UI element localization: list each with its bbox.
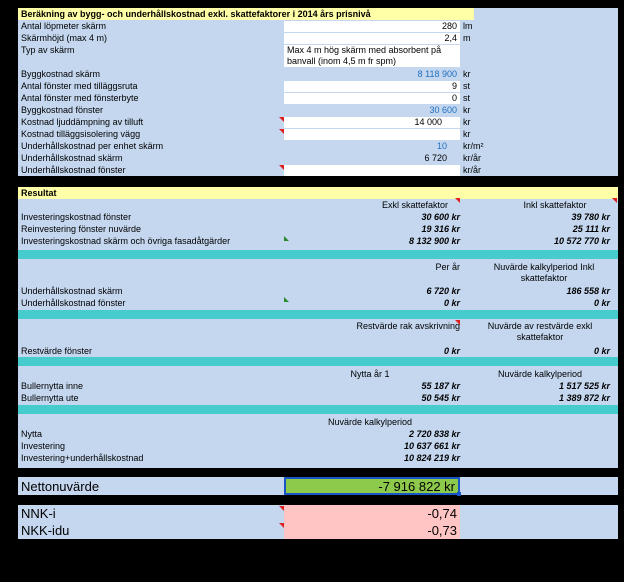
input-value: Max 4 m hög skärm med absorbent på banvall (inom 4,5 m fr spm) bbox=[287, 45, 442, 66]
input-unit: kr bbox=[463, 69, 471, 79]
result-value: 0 kr bbox=[443, 346, 460, 356]
input-label: Antal löpmeter skärm bbox=[21, 21, 107, 31]
result-label: Investeringskostnad fönster bbox=[21, 212, 132, 222]
input-unit: kr/år bbox=[463, 165, 481, 175]
input-unit: kr/år bbox=[463, 153, 481, 163]
comment-marker[interactable] bbox=[455, 320, 460, 325]
result-label: Investering bbox=[21, 441, 66, 451]
input-label: Underhållskostnad skärm bbox=[21, 153, 123, 163]
col-header-nuvarde-rest: Nuvärde av restvärde exkl skattefaktor bbox=[487, 321, 593, 342]
col-header-restvarde: Restvärde rak avskrivning bbox=[356, 321, 460, 331]
input-field-tilluft[interactable] bbox=[284, 117, 460, 128]
input-unit: kr bbox=[463, 117, 471, 127]
result-value: 39 780 kr bbox=[571, 212, 610, 222]
input-unit: st bbox=[463, 81, 471, 91]
computed-value: 10 bbox=[436, 141, 447, 151]
error-marker[interactable] bbox=[284, 297, 289, 302]
separator bbox=[18, 405, 618, 414]
separator bbox=[18, 310, 618, 319]
result-value: 50 545 kr bbox=[421, 393, 460, 403]
nkk-idu-cell[interactable] bbox=[284, 522, 460, 539]
result-value: 1 517 525 kr bbox=[558, 381, 610, 391]
result-label: Underhållskostnad skärm bbox=[21, 286, 123, 296]
results-title: Resultat bbox=[21, 188, 57, 198]
result-value: 0 kr bbox=[443, 298, 460, 308]
input-label: Skärmhöjd (max 4 m) bbox=[21, 33, 108, 43]
input-unit: st bbox=[463, 93, 471, 103]
result-value: 186 558 kr bbox=[566, 286, 610, 296]
result-value: 10 824 219 kr bbox=[403, 453, 460, 463]
col-header-exkl: Exkl skattefaktor bbox=[381, 200, 449, 210]
comment-marker[interactable] bbox=[612, 198, 617, 203]
netto-value-cell[interactable] bbox=[284, 477, 460, 495]
netto-value: -7 916 822 kr bbox=[378, 479, 455, 494]
input-unit: kr bbox=[463, 129, 471, 139]
input-unit: kr/m² bbox=[463, 141, 484, 151]
nkk-idu-label: NKK-idu bbox=[21, 523, 70, 538]
result-label: Bullernytta ute bbox=[21, 393, 79, 403]
result-label: Bullernytta inne bbox=[21, 381, 84, 391]
input-unit: m bbox=[463, 33, 471, 43]
results-title-bar bbox=[18, 187, 618, 199]
result-label: Reinvestering fönster nuvärde bbox=[21, 224, 142, 234]
result-value: 30 600 kr bbox=[421, 212, 460, 222]
input-value: 280 bbox=[441, 21, 457, 31]
page-title: Beräkning av bygg- och underhållskostnad exkl. skattefaktorer i 2014 års prisnivå bbox=[21, 9, 371, 19]
input-unit: kr bbox=[463, 105, 471, 115]
nnk-i-cell[interactable] bbox=[284, 505, 460, 522]
result-value: 19 316 kr bbox=[421, 224, 460, 234]
col-header-per-ar: Per år bbox=[435, 262, 460, 272]
result-label: Investeringskostnad skärm och övriga fasadåtgärder bbox=[21, 236, 231, 246]
input-label: Antal fönster med fönsterbyte bbox=[21, 93, 139, 103]
result-value: 55 187 kr bbox=[421, 381, 460, 391]
result-value: 10 572 770 kr bbox=[553, 236, 610, 246]
input-label: Underhållskostnad fönster bbox=[21, 165, 126, 175]
result-label: Underhållskostnad fönster bbox=[21, 298, 126, 308]
input-field-hojd[interactable] bbox=[284, 33, 460, 44]
input-label: Byggkostnad skärm bbox=[21, 69, 101, 79]
input-unit: lm bbox=[463, 21, 473, 31]
result-value: 6 720 kr bbox=[426, 286, 460, 296]
computed-value: 8 118 900 bbox=[417, 69, 457, 79]
input-field-underhall-fonster[interactable] bbox=[284, 165, 460, 176]
input-field-skarmtyp[interactable] bbox=[284, 45, 460, 67]
nnk-i-label: NNK-i bbox=[21, 506, 56, 521]
nkk-idu-value: -0,73 bbox=[427, 523, 457, 538]
result-label: Restvärde fönster bbox=[21, 346, 93, 356]
col-header-nuvarde-kalk: Nuvärde kalkylperiod bbox=[497, 369, 583, 379]
computed-value: 30 600 bbox=[429, 105, 457, 115]
result-label: Investering+underhållskostnad bbox=[21, 453, 144, 463]
result-value: 2 720 838 kr bbox=[408, 429, 460, 439]
col-header-nuvarde-kalk2: Nuvärde kalkylperiod bbox=[327, 417, 413, 427]
input-value: 0 bbox=[451, 93, 457, 103]
input-field-lopmeter[interactable] bbox=[284, 21, 460, 32]
separator bbox=[18, 250, 618, 259]
input-value: 14 000 bbox=[414, 117, 442, 127]
result-label: Nytta bbox=[21, 429, 43, 439]
separator bbox=[18, 357, 618, 366]
input-field-tillaggsruta[interactable] bbox=[284, 81, 460, 92]
result-value: 0 kr bbox=[593, 346, 610, 356]
input-label: Underhållskostnad per enhet skärm bbox=[21, 141, 164, 151]
result-value: 8 132 900 kr bbox=[408, 236, 460, 246]
result-value: 25 111 kr bbox=[572, 224, 610, 234]
col-header-nuvarde-inkl: Nuvärde kalkylperiod Inkl skattefaktor bbox=[493, 262, 595, 283]
input-label: Kostnad ljuddämpning av tilluft bbox=[21, 117, 144, 127]
col-header-nytta-ar1: Nytta år 1 bbox=[350, 369, 390, 379]
input-field-fonsterbyte[interactable] bbox=[284, 93, 460, 104]
fill-handle[interactable] bbox=[457, 492, 461, 496]
input-label: Kostnad tilläggsisolering vägg bbox=[21, 129, 141, 139]
input-value: 2,4 bbox=[444, 33, 457, 43]
input-label: Typ av skärm bbox=[21, 45, 75, 55]
netto-label: Nettonuvärde bbox=[21, 479, 100, 494]
col-header-inkl: Inkl skattefaktor bbox=[523, 200, 587, 210]
input-label: Antal fönster med tilläggsruta bbox=[21, 81, 138, 91]
nnk-i-value: -0,74 bbox=[427, 506, 457, 521]
result-value: 10 637 661 kr bbox=[403, 441, 460, 451]
error-marker[interactable] bbox=[284, 236, 289, 241]
comment-marker[interactable] bbox=[455, 198, 460, 203]
input-field-isolering[interactable] bbox=[284, 129, 460, 140]
input-value: 9 bbox=[451, 81, 457, 91]
result-value: 1 389 872 kr bbox=[558, 393, 610, 403]
result-value: 0 kr bbox=[593, 298, 610, 308]
input-label: Byggkostnad fönster bbox=[21, 105, 104, 115]
computed-value: 6 720 bbox=[424, 153, 447, 163]
